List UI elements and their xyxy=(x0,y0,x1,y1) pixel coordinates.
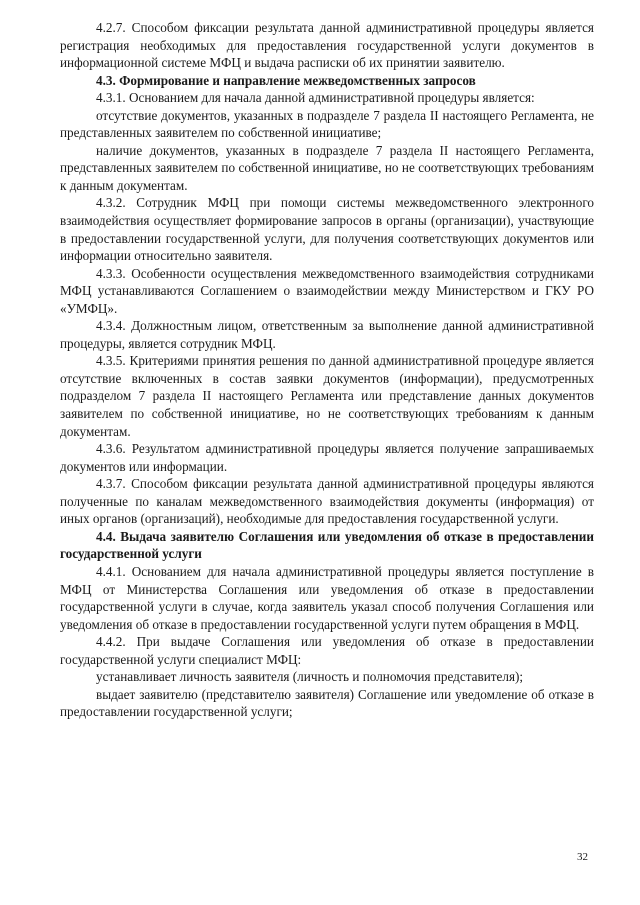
document-body xyxy=(60,19,594,721)
paragraph-4-3-1-item-1: отсутствие документов, указанных в подразделе 7 раздела II настоящего Регламента, не представленных заявителем по собственной инициативе; xyxy=(60,107,594,141)
paragraph-4-3-5: 4.3.5. Критериями принятия решения по данной административной процедуре является отсутствие включенных в состав заявки документов (информации), предусмотренных подразделом 7 раздела II настоящего Регламента или представление данных документов заявителем по собственной инициативе, но не соответствующих требованиям к данным документам. xyxy=(60,353,594,439)
paragraph-4-3-4: 4.3.4. Должностным лицом, ответственным за выполнение данной административной процедуры, является сотрудник МФЦ. xyxy=(60,318,594,351)
paragraph-4-3-3: 4.3.3. Особенности осуществления межведомственного взаимодействия сотрудниками МФЦ устанавливаются Соглашением о взаимодействии между Министерством и ГКУ РО «УМФЦ». xyxy=(60,265,594,316)
paragraph-4-3-2: 4.3.2. Сотрудник МФЦ при помощи системы межведомственного электронного взаимодействия осуществляет формирование запросов в органы (организации), участвующие в предоставлении государственной услуги, для получения соответствующих документов или информации относительно заявителя. xyxy=(60,195,594,264)
paragraph-4-4-1: 4.4.1. Основанием для начала административной процедуры является поступление в МФЦ от Министерства Соглашения или уведомления об отказе в предоставлении государственной услуги в случае, когда заявитель указал способ получения Соглашения или уведомления об отказе в предоставлении государственной услуги путем обращения в МФЦ. xyxy=(60,563,594,632)
section-heading-4-4: 4.4. Выдача заявителю Соглашения или уведомления об отказе в предоставлении государственной услуги xyxy=(60,528,594,562)
paragraph-4-3-1: 4.3.1. Основанием для начала данной административной процедуры является: xyxy=(96,90,535,106)
paragraph-4-4-2-item-1: устанавливает личность заявителя (личность и полномочия представителя); xyxy=(96,669,524,685)
paragraph-4-2-7: 4.2.7. Способом фиксации результата данной административной процедуры является регистрация необходимых для предоставления государственной услуги документов в информационной системе МФЦ и выдача расписки об их принятии заявителю. xyxy=(60,20,594,71)
paragraph-4-3-6: 4.3.6. Результатом административной процедуры является получение запрашиваемых документов или информации. xyxy=(60,441,594,474)
paragraph-4-4-2: 4.4.2. При выдаче Соглашения или уведомления об отказе в предоставлении государственной услуги специалист МФЦ: xyxy=(60,634,594,667)
paragraph-4-4-2-item-2: выдает заявителю (представителю заявителя) Соглашение или уведомление об отказе в предоставлении государственной услуги; xyxy=(60,686,594,720)
paragraph-4-3-7: 4.3.7. Способом фиксации результата данной административной процедуры являются полученные по каналам межведомственного взаимодействия документы (информация) от иных органов (организаций), необходимые для предоставления государственной услуги. xyxy=(60,476,594,527)
paragraph-4-3-1-item-2: наличие документов, указанных в подразделе 7 раздела II настоящего Регламента, представленных заявителем по собственной инициативе, но не соответствующих требованиям к данным документам. xyxy=(60,142,594,193)
page-number: 32 xyxy=(577,851,588,863)
section-heading-4-3: 4.3. Формирование и направление межведомственных запросов xyxy=(96,72,476,88)
